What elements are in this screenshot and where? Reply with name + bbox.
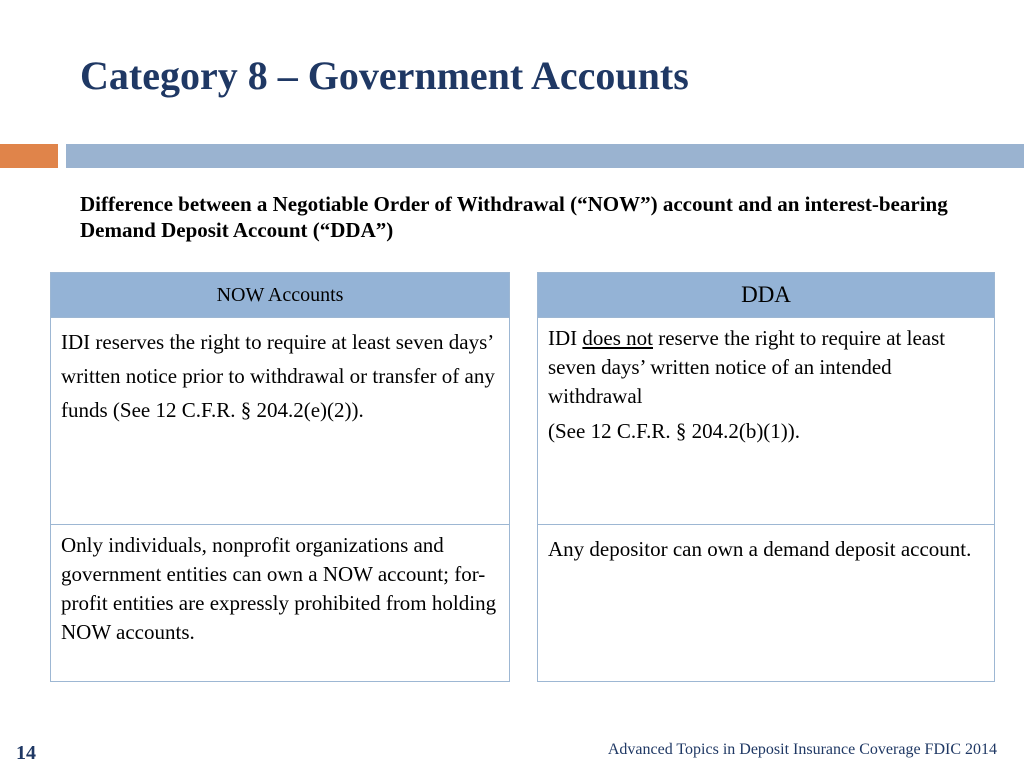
- footer-text: Advanced Topics in Deposit Insurance Coverage FDIC 2014: [607, 741, 997, 758]
- now-notice-cell: IDI reserves the right to require at least seven days’ written notice prior to withdrawal or transfer of any funds (See 12 C.F.R. § 204.2(e)(2)).: [51, 318, 509, 525]
- dda-notice-citation: (See 12 C.F.R. § 204.2(b)(1)).: [548, 419, 801, 443]
- dda-table: [537, 272, 995, 682]
- now-ownership-cell: Only individuals, nonprofit organizations and government entities can own a NOW account; for-profit entities are expressly prohibited from holding NOW accounts.: [61, 533, 497, 644]
- dda-header: DDA: [538, 273, 994, 318]
- slide-subtitle: Difference between a Negotiable Order of Withdrawal (“NOW”) account and an interest-bearing Demand Deposit Account (“DDA”): [80, 192, 948, 242]
- dda-notice-text-start: IDI: [548, 326, 578, 350]
- accent-bar-blue: [66, 144, 1024, 168]
- page-number: 14: [16, 742, 36, 764]
- now-accounts-header: NOW Accounts: [51, 273, 509, 318]
- dda-notice-underlined: does not: [582, 326, 653, 350]
- dda-ownership-cell: Any depositor can own a demand deposit account.: [548, 537, 972, 561]
- slide-title: Category 8 – Government Accounts: [80, 53, 689, 98]
- accent-bar-orange: [0, 144, 58, 168]
- now-accounts-table: [50, 272, 510, 682]
- dda-notice-cell: [538, 318, 994, 525]
- dda-notice-text-end: reserve the right to require at least seven days’ written notice of an intended withdrawal: [548, 326, 946, 408]
